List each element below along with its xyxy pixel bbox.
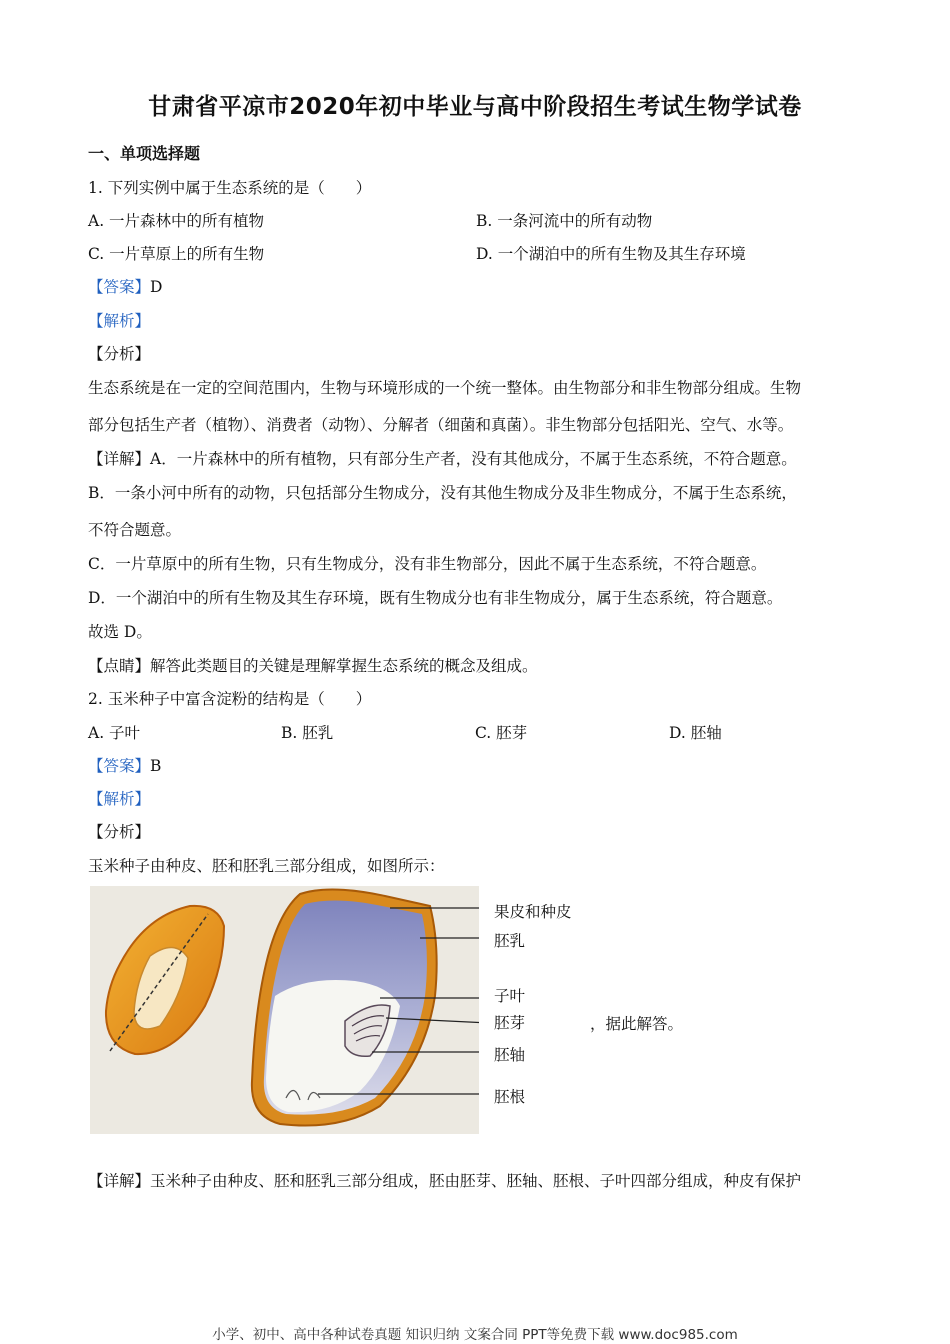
section-heading: 一、单项选择题: [88, 144, 201, 163]
page-footer: 小学、初中、高中各种试卷真题 知识归纳 文案合同 PPT等免费下载 www.doc985.com: [212, 1327, 738, 1343]
q1-option-b: B. 一条河流中的所有动物: [476, 212, 653, 230]
detail-tag: 【详解】: [88, 1172, 151, 1190]
q1-analysis-line-1: 生态系统是在一定的空间范围内，生物与环境形成的一个统一整体。由生物部分和非生物部分组成。生物: [88, 379, 802, 397]
q1-answer: [88, 276, 162, 298]
kernel-cross-section: [252, 889, 437, 1125]
q1-option-c: C. 一片草原上的所有生物: [88, 245, 265, 263]
q2-option-d: D. 胚轴: [669, 724, 722, 742]
whole-kernel: [106, 906, 224, 1054]
page-title: 甘肃省平凉市2020年初中毕业与高中阶段招生考试生物学试卷: [148, 94, 802, 120]
q2-jiexi-tag: 【解析】: [88, 790, 151, 808]
q1-option-d: D. 一个湖泊中的所有生物及其生存环境: [476, 245, 746, 263]
answer-tag: 【答案】: [88, 278, 151, 296]
q1-detail-line-3: 不符合题意。: [88, 521, 182, 539]
q1-detail-line-1: [88, 448, 797, 470]
q2-option-a: A. 子叶: [88, 724, 141, 742]
detail-tag: 【详解】: [88, 450, 151, 468]
answer-tag: 【答案】: [88, 757, 151, 775]
q2-option-b: B. 胚乳: [281, 724, 334, 742]
dianjing-tag: 【点睛】: [88, 657, 151, 675]
q2-detail: [88, 1170, 801, 1192]
q1-dianjing: [88, 655, 538, 677]
dianjing-text: 解答此类题目的关键是理解掌握生态系统的概念及组成。: [150, 657, 538, 675]
label-endosperm: 胚乳: [494, 932, 526, 950]
q1-detail-line-5: D．一个湖泊中的所有生物及其生存环境，既有生物成分也有非生物成分，属于生态系统，符合题意。: [88, 589, 783, 607]
q1-detail-line-2: B．一条小河中所有的动物，只包括部分生物成分，没有其他生物成分及非生物成分，不属于生态系统，: [88, 484, 797, 502]
q2-option-c: C. 胚芽: [475, 724, 528, 742]
label-hypocotyl: 胚轴: [494, 1046, 526, 1064]
answer-value: B: [150, 757, 162, 775]
detail-text: A．一片森林中的所有植物，只有部分生产者，没有其他成分，不属于生态系统，不符合题意。: [150, 450, 797, 468]
q1-detail-line-6: 故选 D。: [88, 623, 152, 641]
label-pericarp-seedcoat: 果皮和种皮: [494, 903, 572, 921]
q1-option-a: A. 一片森林中的所有植物: [88, 212, 265, 230]
corn-seed-diagram: [90, 886, 479, 1134]
label-plumule: 胚芽: [494, 1014, 526, 1032]
label-radicle: 胚根: [494, 1088, 526, 1106]
q2-analysis: 玉米种子由种皮、胚和胚乳三部分组成，如图所示：: [88, 857, 445, 875]
q1-fenxi-tag: 【分析】: [88, 345, 151, 363]
q2-stem: 2. 玉米种子中富含淀粉的结构是（ ）: [88, 690, 372, 708]
corn-seed-figure: [90, 886, 479, 1134]
q1-analysis-line-2: 部分包括生产者（植物）、消费者（动物）、分解者（细菌和真菌）。非生物部分包括阳光、空气、水等。: [88, 416, 794, 434]
label-cotyledon: 子叶: [494, 987, 526, 1005]
q1-jiexi-tag: 【解析】: [88, 312, 151, 330]
figure-caption-suffix: ，据此解答。: [590, 1015, 684, 1033]
q2-fenxi-tag: 【分析】: [88, 823, 151, 841]
detail-text: 玉米种子由种皮、胚和胚乳三部分组成，胚由胚芽、胚轴、胚根、子叶四部分组成，种皮有保护: [150, 1172, 802, 1190]
q1-detail-line-4: C．一片草原中的所有生物，只有生物成分，没有非生物部分，因此不属于生态系统，不符合题意。: [88, 555, 767, 573]
q2-answer: [88, 755, 161, 777]
answer-value: D: [150, 278, 163, 296]
q1-stem: 1. 下列实例中属于生态系统的是（ ）: [88, 179, 372, 197]
